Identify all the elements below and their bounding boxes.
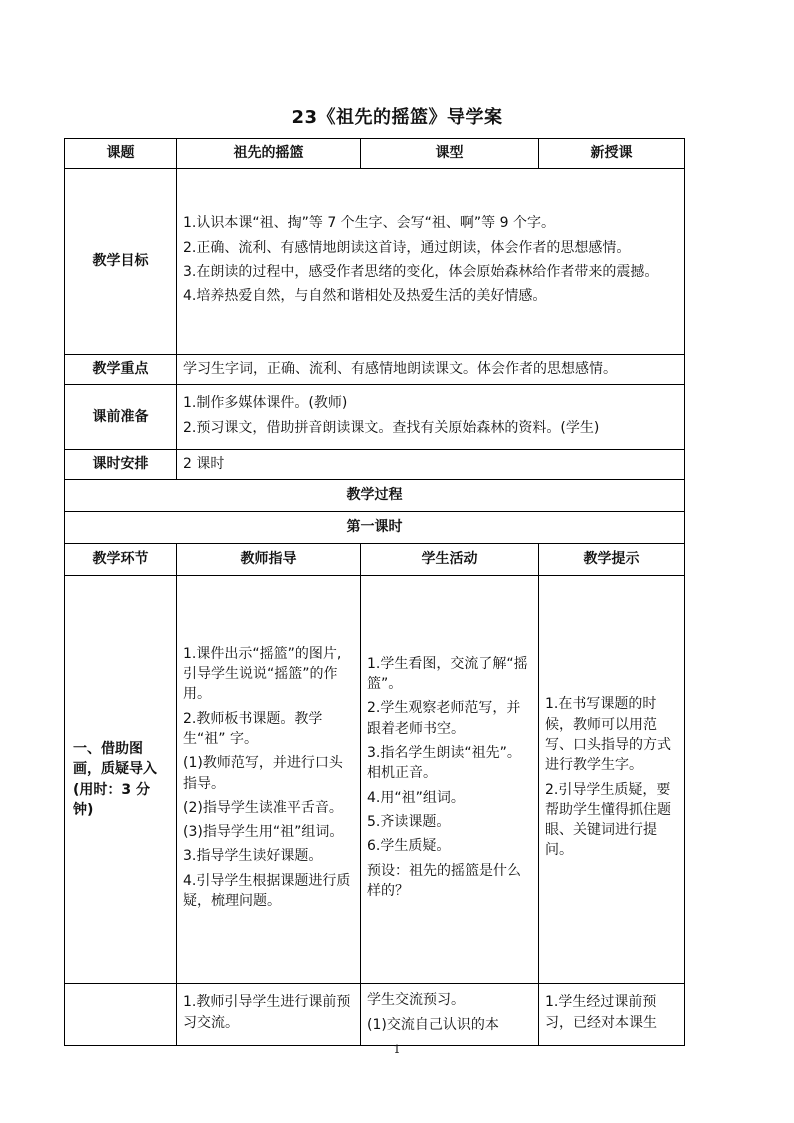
- section1-name: 一、借助图画，质疑导入(用时：3 分钟): [65, 576, 177, 984]
- prep-row: [65, 385, 685, 450]
- header-row: [65, 139, 685, 169]
- section1-row: [65, 576, 685, 984]
- prep-item: 1.制作多媒体课件。(教师): [183, 395, 348, 412]
- lesson-plan-table: [64, 138, 685, 1046]
- section2-row: [65, 984, 685, 1046]
- section2-name: [65, 984, 177, 1046]
- section2-student: [361, 984, 539, 1046]
- lesson-type-label: 课型: [361, 139, 539, 169]
- key-points-label: 教学重点: [65, 355, 177, 385]
- process-title-row: [65, 480, 685, 512]
- goal-item: 2.正确、流利、有感情地朗读这首诗，通过朗读，体会作者的思想感情。: [183, 239, 631, 256]
- lesson1-title-row: [65, 512, 685, 544]
- student-step: 2.学生观察老师范写，并跟着老师书空。: [367, 700, 521, 737]
- teacher-step: (2)指导学生读准平舌音。: [183, 799, 343, 816]
- student-step: 6.学生质疑。: [367, 838, 451, 855]
- column-header: 学生活动: [361, 544, 539, 576]
- schedule-row: [65, 450, 685, 480]
- section2-tips: [539, 984, 685, 1046]
- teacher-step: 2.教师板书课题。教学生“祖” 字。: [183, 710, 323, 747]
- student-step: (1)交流自己认识的本: [367, 1016, 499, 1033]
- teacher-step: 3.指导学生读好课题。: [183, 848, 323, 865]
- goal-item: 4.培养热爱自然，与自然和谐相处及热爱生活的美好情感。: [183, 288, 547, 305]
- prep-content: [177, 385, 685, 450]
- document-title: 23《祖先的摇篮》导学案: [291, 107, 503, 128]
- tip-item: 1.学生经过课前预习，已经对本课生: [545, 994, 657, 1031]
- prep-item: 2.预习课文，借助拼音朗读课文。查找有关原始森林的资料。(学生): [183, 419, 600, 436]
- tip-item: 2.引导学生质疑，要帮助学生懂得抓住题眼、关键词进行提问。: [545, 781, 671, 859]
- teacher-step: (1)教师范写，并进行口头指导。: [183, 755, 343, 792]
- student-step: 1.学生看图，交流了解“摇篮”。: [367, 655, 528, 693]
- key-points-row: [65, 355, 685, 385]
- teacher-step: 4.引导学生根据课题进行质疑，梳理问题。: [183, 872, 351, 909]
- schedule-label: 课时安排: [65, 450, 177, 480]
- goals-label: 教学目标: [65, 169, 177, 355]
- page-number: 1: [393, 1043, 401, 1056]
- student-step: 学生交流预习。: [367, 992, 465, 1009]
- column-header: 教学环节: [65, 544, 177, 576]
- goals-row: [65, 169, 685, 355]
- column-header: 教学提示: [539, 544, 685, 576]
- schedule-text: 2 课时: [177, 450, 685, 480]
- student-step: 预设：祖先的摇篮是什么样的？: [367, 862, 521, 899]
- teacher-step: 1.教师引导学生进行课前预习交流。: [183, 994, 351, 1031]
- goal-item: 3.在朗读的过程中，感受作者思绪的变化，体会原始森林给作者带来的震撼。: [183, 264, 659, 280]
- goal-item: 1.认识本课“祖、掏”等 7 个生字、会写“祖、啊”等 9 个字。: [183, 215, 555, 232]
- teacher-step: 1.课件出示“摇篮”的图片,引导学生说说“摇篮”的作用。: [183, 645, 342, 703]
- lesson1-title: 第一课时: [65, 512, 685, 544]
- prep-label: 课前准备: [65, 385, 177, 450]
- key-points-text: 学习生字词，正确、流利、有感情地朗读课文。体会作者的思想感情。: [177, 355, 685, 385]
- topic-label: 课题: [65, 139, 177, 169]
- process-title: 教学过程: [65, 480, 685, 512]
- goals-content: [177, 169, 685, 355]
- section1-tips: [539, 576, 685, 984]
- student-step: 3.指名学生朗读“祖先”。相机正音。: [367, 745, 521, 782]
- column-header-row: [65, 544, 685, 576]
- section2-teacher: [177, 984, 361, 1046]
- section1-student: [361, 576, 539, 984]
- student-step: 4.用“祖”组词。: [367, 789, 465, 806]
- teacher-step: (3)指导学生用“祖”组词。: [183, 824, 344, 841]
- tip-item: 1.在书写课题的时候，教师可以用范写、口头指导的方式进行教学生字。: [545, 696, 671, 774]
- lesson-type-value: 新授课: [539, 139, 685, 169]
- topic-value: 祖先的摇篮: [177, 139, 361, 169]
- student-step: 5.齐读课题。: [367, 813, 451, 830]
- section1-teacher: [177, 576, 361, 984]
- column-header: 教师指导: [177, 544, 361, 576]
